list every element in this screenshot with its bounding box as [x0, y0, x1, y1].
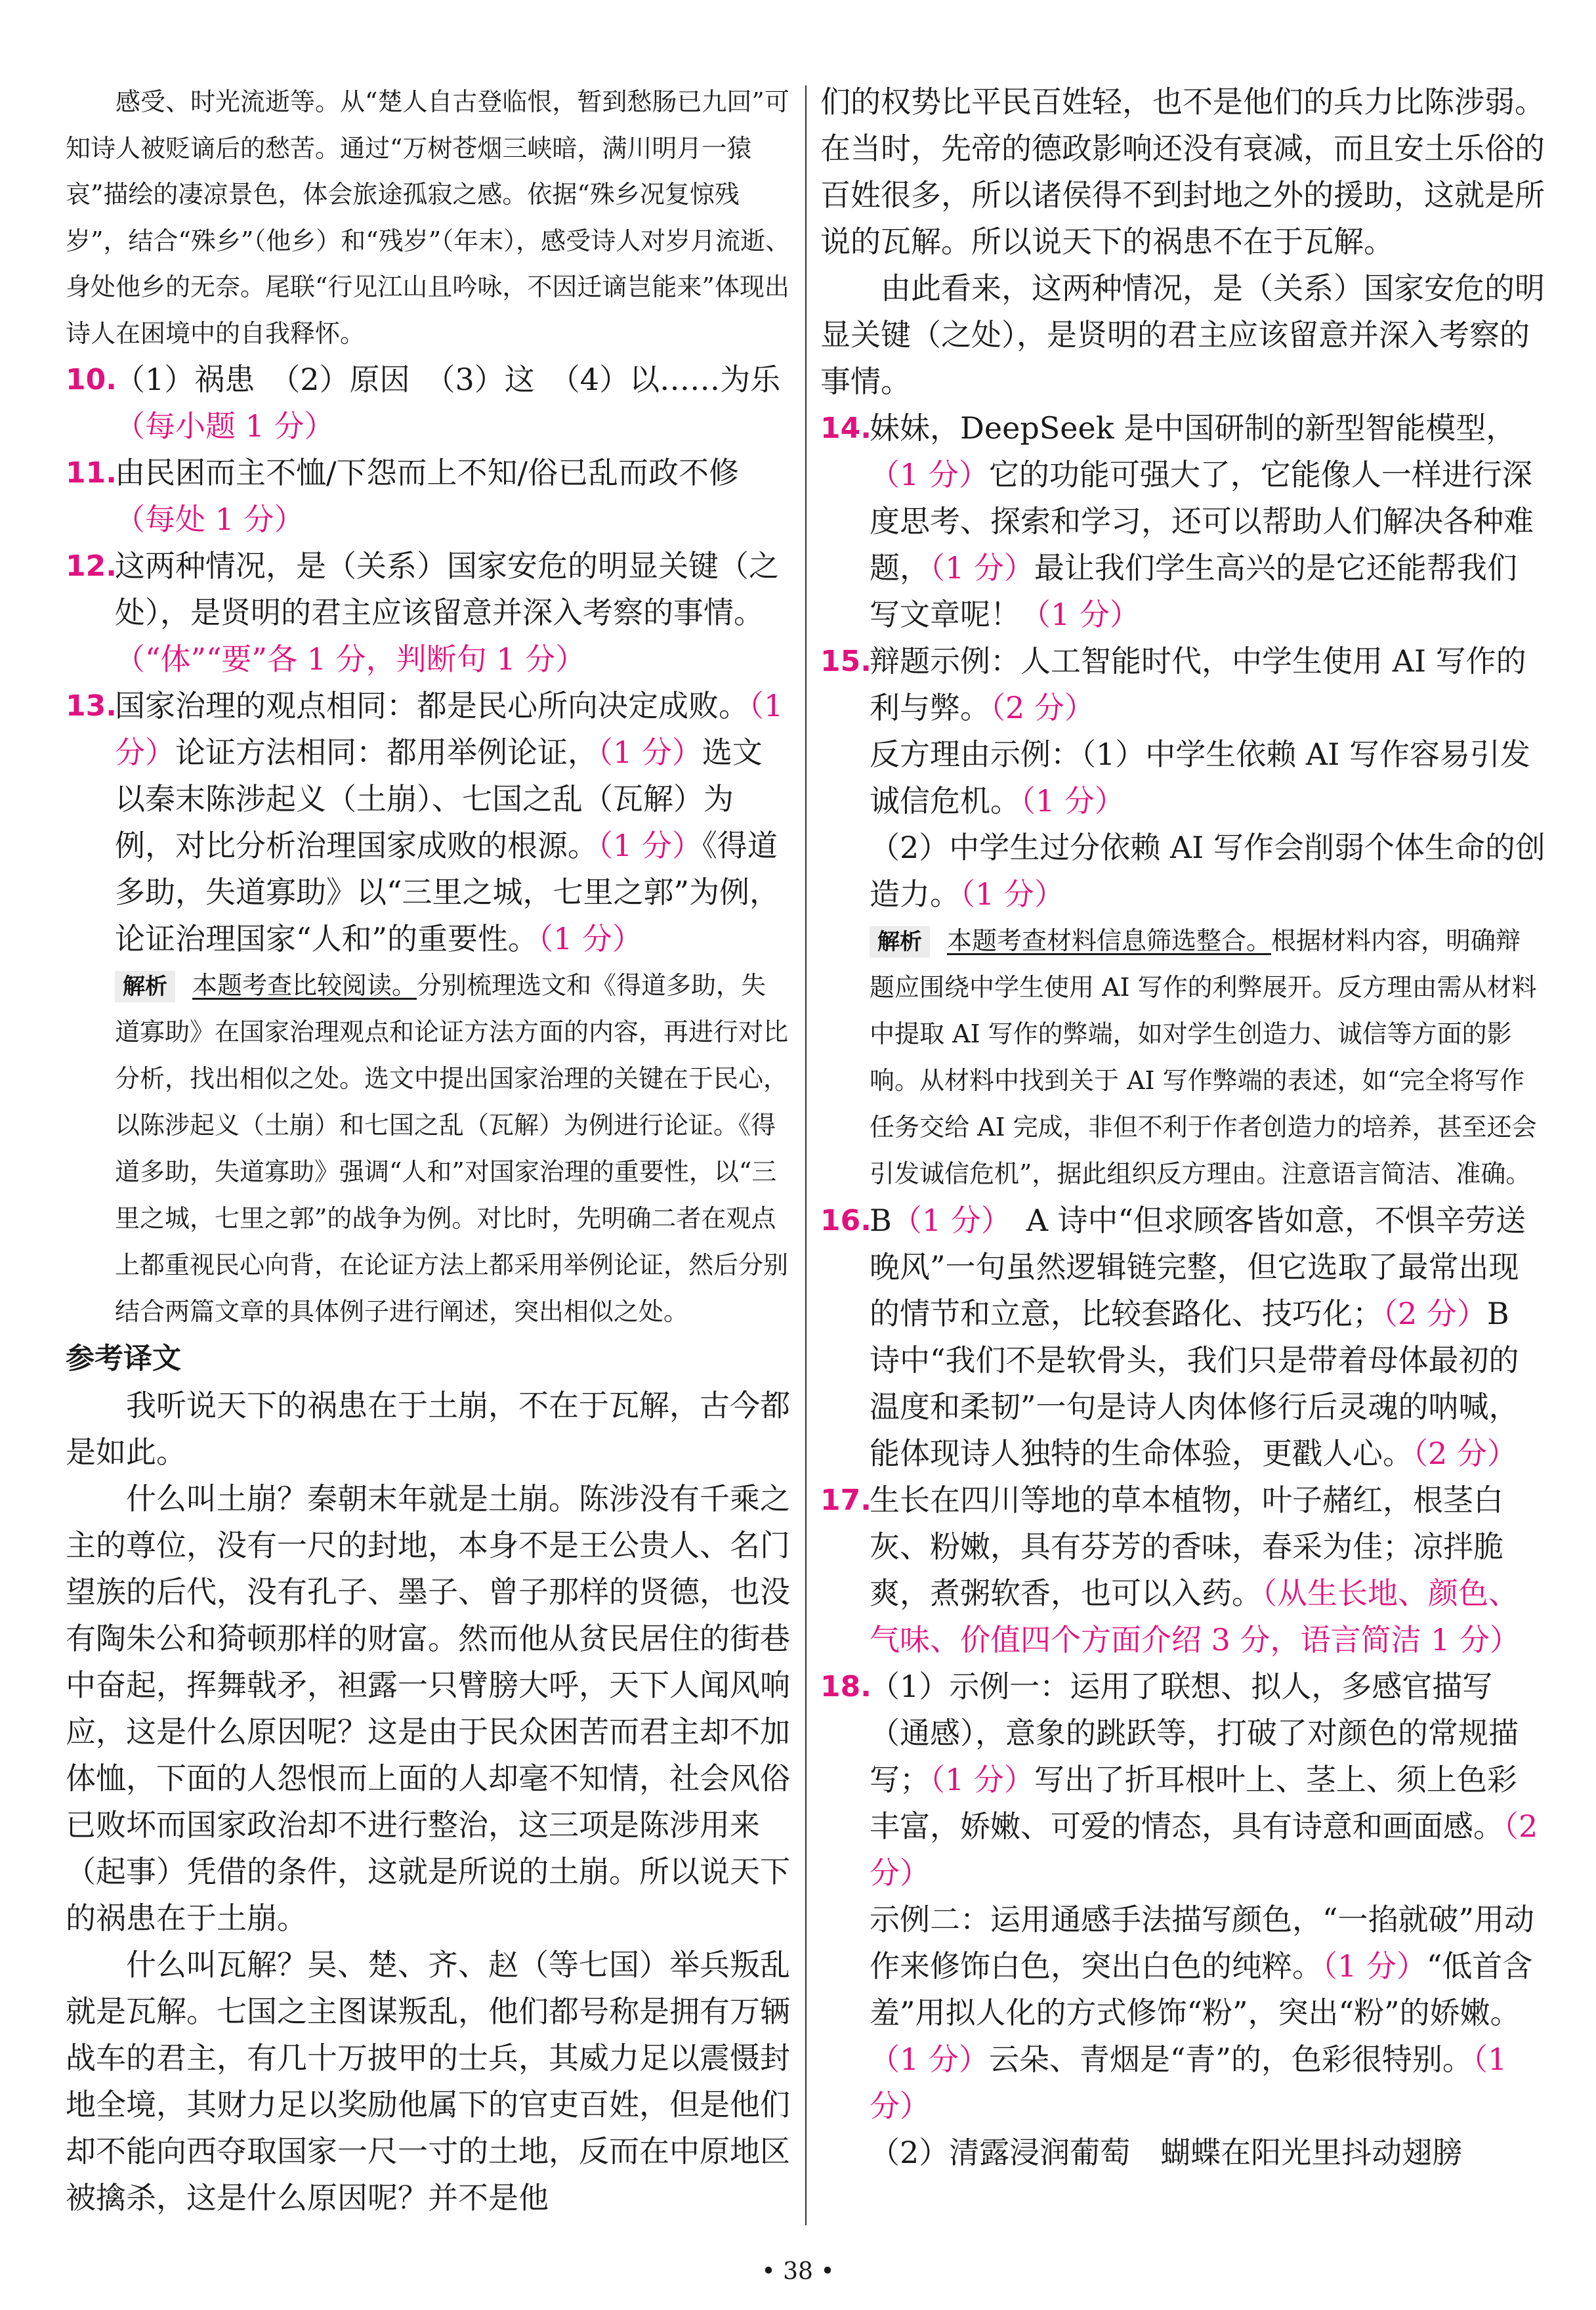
- score-note: （1 分）: [598, 735, 702, 770]
- analysis-15: [870, 918, 1545, 1197]
- question-number: 12.: [66, 549, 117, 583]
- left-column: [66, 79, 791, 2221]
- question-14: [820, 405, 1545, 638]
- score-note: （2 分）: [990, 690, 1095, 725]
- answer-text: 它的功能可强大了，它能像人一样进行深度思考、探索和学习，还可以帮助人们解决各种难题，: [870, 457, 1534, 586]
- score-note: （从生长地、颜色、气味、价值四个方面介绍 3 分，语言简洁 1 分）: [870, 1575, 1521, 1658]
- score-note: （2 分）: [870, 1808, 1538, 1891]
- question-13: [66, 683, 791, 962]
- question-number: 15.: [820, 645, 872, 678]
- poem-analysis-continued: 感受、时光流逝等。从“楚人自古登临恨，暂到愁肠已九回”可知诗人被贬谪后的愁苦。通过“万树苍烟三峡暗，满川明月一猿哀”描绘的凄凉景色，体会旅途孤寂之感。依据“殊乡况复惊残岁”，结合“殊乡”（他乡）和“残岁”（年末），感受诗人对岁月流逝、身处他乡的无奈。尾联“行见江山且吟咏，不因迁谪岂能来”体现出诗人在困境中的自我释怀。: [66, 87, 791, 348]
- question-15: [820, 638, 1545, 918]
- question-12: [66, 543, 791, 683]
- score-note: （1 分）: [870, 2042, 1507, 2124]
- score-note: （1 分）: [930, 550, 1034, 586]
- analysis-text: 根据材料内容，明确辩题应围绕中学生使用 AI 写作的利弊展开。反方理由需从材料中提取 AI 写作的弊端，如对学生创造力、诚信等方面的影响。从材料中找到关于 AI 写作弊端的表述，如“完全将写作任务交给 AI 完成，非但不利于作者创造力的培养，甚至还会引发诚信危机”，据此组织反方理由。注意语言简洁、准确。: [870, 926, 1537, 1188]
- answer-text: 云朵、青烟是“青”的，色彩很特别。: [988, 2042, 1473, 2077]
- question-number: 13.: [66, 689, 117, 723]
- analysis-topic: 本题考查比较阅读。: [192, 971, 417, 1000]
- answer-text: 论证方法相同：都用举例论证，: [175, 735, 598, 770]
- question-number: 17.: [820, 1484, 872, 1517]
- answer-choice: B: [870, 1203, 892, 1238]
- answer-text: A 诗中“但求顾客皆如意，不惧辛劳送晚风”一句虽然逻辑链完整，但它选取了最常出现的情节和立意，比较套路化、技巧化；: [870, 1203, 1526, 1331]
- answer-text: 选文以秦末陈涉起义（土崩）、七国之乱（瓦解）为例，对比分析治理国家成败的根源。: [115, 735, 763, 863]
- score-note: （1 分）: [598, 828, 702, 863]
- score-note: （1 分）: [1020, 783, 1125, 819]
- translation-paragraph: 什么叫土崩？秦朝末年就是土崩。陈涉没有千乘之主的尊位，没有一尺的封地，本身不是王公贵人、名门望族的后代，没有孔子、墨子、曾子那样的贤德，也没有陶朱公和猗顿那样的财富。然而他从贫民居住的街巷中奋起，挥舞戟矛，袒露一只臂膀大呼，天下人闻风响应，这是什么原因呢？这是由于民众困苦而君主却不加体恤，下面的人怨恨而上面的人却毫不知情，社会风俗已败坏而国家政治却不进行整治，这三项是陈涉用来（起事）凭借的条件，这就是所说的土崩。所以说天下的祸患在于土崩。: [66, 1481, 790, 1936]
- analysis-label: 解析: [115, 971, 175, 1002]
- answer-text: 生长在四川等地的草本植物，叶子赭红，根茎白灰、粉嫩，具有芬芳的香味，春采为佳；凉拌脆爽，煮粥软香，也可以入药。: [870, 1482, 1503, 1611]
- score-note: （2 分）: [1413, 1436, 1517, 1471]
- answer-text: 由民困而主不恤/下怨而上不知/俗已乱而政不修: [115, 455, 739, 490]
- question-18: [820, 1663, 1545, 2176]
- question-17: [820, 1477, 1545, 1663]
- score-note: （1 分）: [960, 876, 1064, 912]
- score-note: （1 分）: [870, 457, 989, 492]
- answer-text: 示例二：运用通感手法描写颜色，“一掐就破”用动作来修饰白色，突出白色的纯粹。: [870, 1902, 1535, 1984]
- question-16: [820, 1197, 1545, 1477]
- score-note: （每小题 1 分）: [115, 408, 335, 444]
- answer-text: （2）中学生过分依赖 AI 写作会削弱个体生命的创造力。: [870, 830, 1545, 912]
- score-note: （1 分）: [1322, 1948, 1427, 1984]
- score-note: （1 分）: [115, 688, 784, 770]
- question-number: 16.: [820, 1204, 872, 1237]
- answer-text: 反方理由示例：（1）中学生依赖 AI 写作容易引发诚信危机。: [870, 737, 1530, 819]
- answer-text: （2）清露浸润葡萄 蝴蝶在阳光里抖动翅膀: [870, 2135, 1463, 2170]
- question-number: 18.: [820, 1670, 872, 1703]
- answer-text: 这两种情况，是（关系）国家安危的明显关键（之处），是贤明的君主应该留意并深入考察的事情。: [115, 548, 779, 630]
- translation-paragraph: 我听说天下的祸患在于土崩，不在于瓦解，古今都是如此。: [66, 1388, 790, 1470]
- translation-paragraph: 什么叫瓦解？吴、楚、齐、赵（等七国）举兵叛乱就是瓦解。七国之主图谋叛乱，他们都号称是拥有万辆战车的君主，有几十万披甲的士兵，其威力足以震慑封地全境，其财力足以奖励他属下的官吏百姓，但是他们却不能向西夺取国家一尺一寸的土地，反而在中原地区被擒杀，这是什么原因呢？并不是他: [66, 1947, 790, 2215]
- question-number: 11.: [66, 456, 117, 490]
- question-10: [66, 356, 791, 450]
- question-number: 10.: [66, 363, 117, 396]
- answer-text: 最让我们学生高兴的是它还能帮我们写文章呢！: [870, 550, 1517, 632]
- translation-heading: 参考译文: [66, 1342, 181, 1375]
- score-note: （1 分）: [870, 2042, 989, 2077]
- score-note: （1 分）: [891, 1203, 996, 1238]
- right-column: [820, 79, 1545, 2176]
- column-divider: [805, 85, 807, 2225]
- analysis-topic: 本题考查材料信息筛选整合。: [947, 926, 1272, 955]
- answer-text: 写出了折耳根叶上、茎上、须上色彩丰富，娇嫩、可爱的情态，具有诗意和画面感。: [870, 1762, 1517, 1844]
- analysis-label: 解析: [870, 926, 930, 958]
- answer-text: B 诗中“我们不是软骨头，我们只是带着母体最初的温度和柔韧”一句是诗人肉体修行后灵魂的呐喊，能体现诗人独特的生命体验，更戳人心。: [870, 1296, 1519, 1471]
- score-note: （2 分）: [1383, 1296, 1487, 1331]
- analysis-text: 分别梳理选文和《得道多助，失道寡助》在国家治理观点和论证方法方面的内容，再进行对比分析，找出相似之处。选文中提出国家治理的关键在于民心，以陈涉起义（土崩）和七国之乱（瓦解）为例进行论证。《得道多助，失道寡助》强调“人和”对国家治理的重要性，以“三里之城，七里之郭”的战争为例。对比时，先明确二者在观点上都重视民心向背，在论证方法上都采用举例论证，然后分别结合两篇文章的具体例子进行阐述，突出相似之处。: [115, 971, 789, 1326]
- score-note: （每处 1 分）: [115, 502, 304, 537]
- score-note: （1 分）: [930, 1762, 1034, 1797]
- translation-paragraph-continued: 们的权势比平民百姓轻，也不是他们的兵力比陈涉弱。在当时，先帝的德政影响还没有衰减，而且安土乐俗的百姓很多，所以诸侯得不到封地之外的援助，这就是所说的瓦解。所以说天下的祸患不在于瓦解。: [820, 84, 1545, 259]
- answer-text: （1）示例一：运用了联想、拟人，多感官描写（通感），意象的跳跃等，打破了对颜色的常规描写；: [870, 1669, 1519, 1797]
- answer-text: 辩题示例：人工智能时代，中学生使用 AI 写作的利与弊。: [870, 643, 1526, 725]
- answer-text: 妹妹，DeepSeek 是中国研制的新型智能模型，: [870, 410, 1517, 446]
- score-note: （“体”“要”各 1 分，判断句 1 分）: [115, 641, 586, 677]
- page-number: • 38 •: [761, 2258, 835, 2285]
- question-11: [66, 450, 791, 543]
- question-number: 14.: [820, 412, 872, 445]
- answer-text: 《得道多助，失道寡助》以“三里之城，七里之郭”为例，论证治理国家“人和”的重要性。: [115, 828, 780, 956]
- analysis-13: [115, 962, 791, 1335]
- answer-text: 国家治理的观点相同：都是民心所向决定成败。: [115, 688, 749, 723]
- answer-text: “低首含羞”用拟人化的方式修饰“粉”，突出“粉”的娇嫩。: [870, 1948, 1533, 2030]
- score-note: （1 分）: [1020, 597, 1140, 632]
- answer-text: （1）祸患 （2）原因 （3）这 （4）以……为乐: [115, 362, 781, 397]
- score-note: （1 分）: [538, 921, 642, 956]
- translation-paragraph: 由此看来，这两种情况，是（关系）国家安危的明显关键（之处），是贤明的君主应该留意并深入考察的事情。: [820, 270, 1545, 399]
